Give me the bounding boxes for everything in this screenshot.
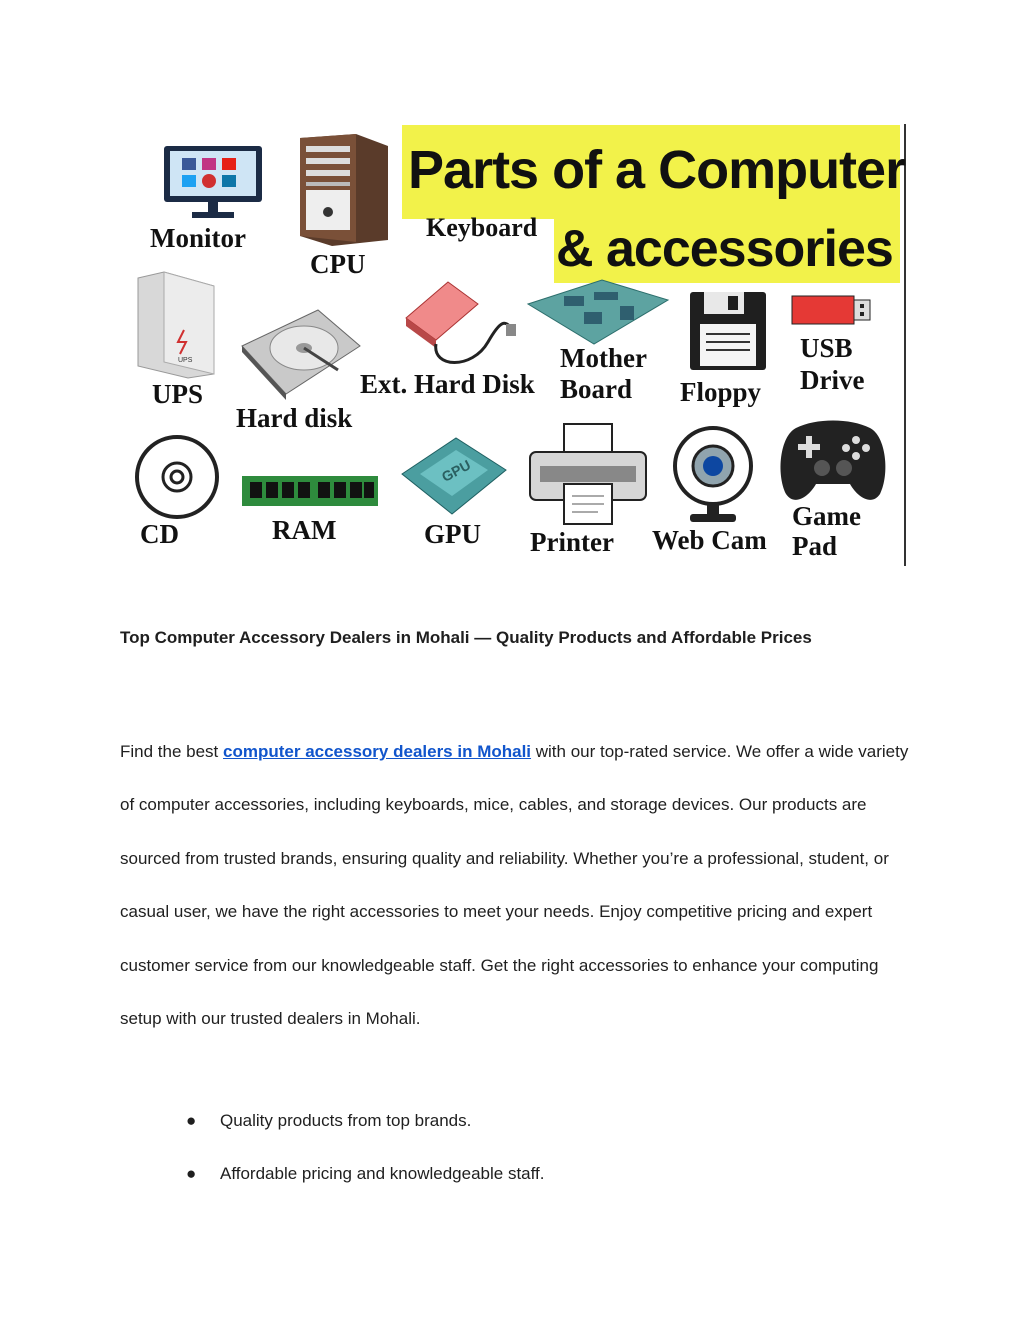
external-hard-disk-icon [402,278,520,370]
label-gpu: GPU [424,519,481,549]
paragraph-intro-text: Find the best [120,742,224,761]
dealers-link[interactable]: computer accessory dealers in Mohali [223,742,532,761]
list-item-text: Affordable pricing and knowledgeable staff. [220,1164,545,1184]
label-cpu: CPU [310,249,366,279]
label-cd: CD [140,519,179,549]
label-game: Game [792,501,861,531]
label-drive: Drive [800,365,865,395]
article-heading: Top Computer Accessory Dealers in Mohali — Quality Products and Affordable Prices [120,628,812,647]
label-mother: Mother [560,343,647,373]
printer-icon [526,422,650,526]
motherboard-icon [524,278,672,348]
list-item [186,1098,545,1151]
cd-icon [134,434,220,520]
floppy-disk-icon [688,290,768,372]
label-floppy: Floppy [680,377,762,407]
monitor-icon [162,144,264,220]
label-keyboard: Keyboard [426,213,538,242]
gpu-chip-text: GPU [438,456,474,485]
label-ram: RAM [272,515,337,545]
label-web-cam: Web Cam [652,525,767,555]
feature-list [186,1098,545,1205]
banner-title-line1: Parts of a Computer [408,140,906,200]
label-printer: Printer [530,527,614,557]
bullet-icon: ● [186,1111,197,1130]
title-banner [402,125,906,283]
game-pad-icon [776,414,890,506]
computer-parts-image [120,118,906,566]
hard-disk-icon [238,306,364,402]
article-paragraph [120,725,920,1045]
ram-icon [240,474,380,508]
label-ups: UPS [152,379,204,409]
gpu-chip-icon [398,434,510,518]
label-hard-disk: Hard disk [236,403,353,433]
label-pad: Pad [792,531,838,561]
web-cam-icon [668,424,758,524]
label-ext-hard-disk: Ext. Hard Disk [360,369,535,399]
list-item-text: Quality products from top brands. [220,1111,472,1130]
bullet-icon: ● [186,1164,197,1184]
paragraph-body-text: with our top-rated service. We offer a wide variety of computer accessories, including keyboards, mice, cables, and storage devices. Our products are sourced from trusted brands, ensuring quality and reliability. Whether you’re a professional, student, or casual user, we have the right accessories to meet your needs. Enjoy competitive pricing and expert customer service from our knowledgeable staff. Get the right accessories to enhance your computing setup with our trusted dealers in Mohali. [120,742,909,1029]
cpu-tower-icon [298,132,390,248]
label-monitor: Monitor [150,223,246,253]
label-board: Board [560,374,633,404]
ups-icon [134,270,218,380]
list-item [186,1151,545,1204]
banner-title-line2: & accessories [556,220,893,278]
ups-icon-text: UPS [178,357,193,364]
label-usb: USB [800,333,853,363]
usb-drive-icon [790,294,872,326]
